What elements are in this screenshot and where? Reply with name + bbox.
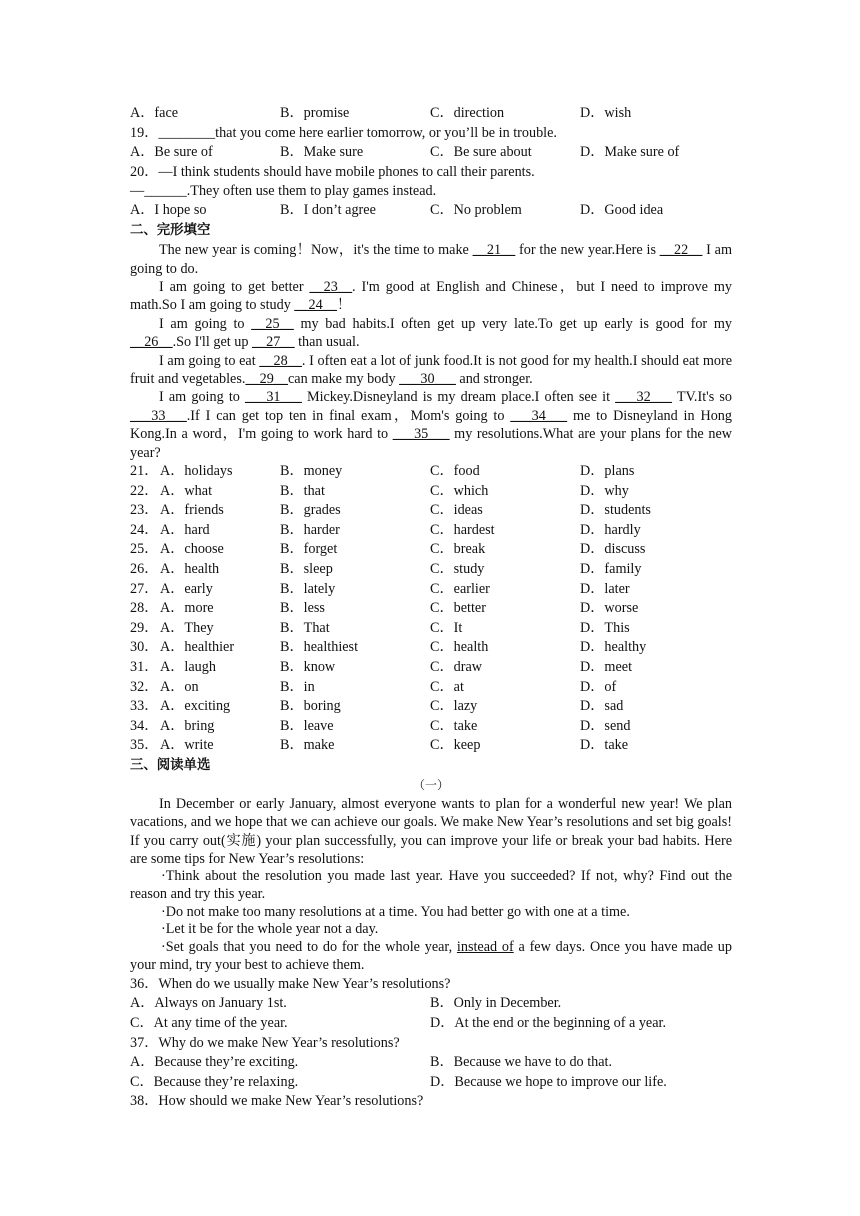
option-b[interactable]: B．Because we have to do that. bbox=[430, 1054, 613, 1071]
option-a[interactable]: A．friends bbox=[160, 502, 224, 519]
q18-options bbox=[130, 104, 732, 124]
option-a[interactable]: A．Because they’re exciting. bbox=[130, 1054, 299, 1071]
option-d[interactable]: D．why bbox=[580, 482, 629, 499]
option-c[interactable]: C．Be sure about bbox=[430, 144, 532, 161]
option-c[interactable]: C．study bbox=[430, 561, 485, 577]
option-d[interactable]: D．Make sure of bbox=[580, 144, 680, 161]
option-d[interactable]: D．Because we hope to improve our life. bbox=[430, 1073, 667, 1090]
cloze-paragraph-5 bbox=[130, 388, 732, 462]
option-a[interactable]: A．on bbox=[160, 678, 199, 695]
option-c[interactable]: C．earlier bbox=[430, 580, 490, 597]
text: my resolutions.What are your plans for the new year? bbox=[130, 426, 732, 461]
q38-stem: 38．How should we make New Year’s resolutions? bbox=[130, 1093, 424, 1110]
text: I am going to bbox=[159, 315, 252, 332]
blank-28: __28__ bbox=[259, 352, 302, 369]
text: my bad habits.I often get up very late.To get up early is good for my bbox=[293, 315, 732, 332]
q36-stem: 36．When do we usually make New Year’s resolutions? bbox=[130, 975, 451, 992]
blank-27: __27__ bbox=[251, 334, 295, 351]
option-b[interactable]: B．know bbox=[280, 658, 336, 675]
cloze-option-row bbox=[130, 658, 732, 678]
option-b[interactable]: B．sleep bbox=[280, 561, 333, 577]
q36-options-row-2 bbox=[130, 1014, 732, 1034]
question-number: 26． bbox=[130, 561, 159, 577]
q37-options-row-1 bbox=[130, 1053, 732, 1073]
option-b[interactable]: B．in bbox=[280, 678, 315, 695]
cloze-paragraph-3 bbox=[130, 315, 732, 352]
blank-30: ___30___ bbox=[399, 371, 456, 387]
option-c[interactable]: C．food bbox=[430, 463, 480, 480]
option-b[interactable]: B．Make sure bbox=[280, 144, 364, 161]
option-a[interactable]: A．write bbox=[160, 737, 214, 754]
option-d[interactable]: D．hardly bbox=[580, 521, 641, 538]
option-c[interactable]: C．health bbox=[430, 639, 489, 656]
cloze-option-row bbox=[130, 540, 732, 560]
question-number: 30． bbox=[130, 639, 159, 656]
passage-tip-2: ·Do not make too many resolutions at a time. You had better go with one at a time. bbox=[161, 903, 630, 920]
option-d[interactable]: D．family bbox=[580, 561, 642, 577]
blank-33: ___33___ bbox=[130, 407, 187, 424]
option-a[interactable]: A．They bbox=[160, 619, 214, 636]
blank-32: ___32___ bbox=[615, 389, 672, 406]
option-b[interactable]: B．less bbox=[280, 600, 325, 617]
option-b[interactable]: B．grades bbox=[280, 502, 341, 519]
blank-26: __26__ bbox=[130, 334, 173, 351]
option-c[interactable]: C．draw bbox=[430, 658, 483, 675]
option-b[interactable]: B．healthiest bbox=[280, 639, 359, 656]
question-number: 31． bbox=[130, 658, 159, 675]
q20-options bbox=[130, 201, 732, 221]
option-b[interactable]: B．That bbox=[280, 619, 330, 636]
option-a[interactable]: A．Always on January 1st. bbox=[130, 995, 287, 1012]
passage-tip-3: ·Let it be for the whole year not a day. bbox=[161, 921, 379, 938]
text: . I'm good at English and Chinese，but I need to improve my math.So I am going to study bbox=[130, 278, 732, 314]
question-number: 22． bbox=[130, 482, 159, 499]
cloze-option-row bbox=[130, 678, 732, 698]
text: I am going to do. bbox=[130, 242, 733, 277]
option-c[interactable]: C．It bbox=[430, 619, 463, 636]
cloze-option-row bbox=[130, 717, 732, 737]
text: I am going to eat bbox=[159, 352, 260, 369]
cloze-option-row bbox=[130, 736, 732, 756]
cloze-paragraph-1 bbox=[130, 241, 732, 278]
option-c[interactable]: C．hardest bbox=[430, 521, 495, 538]
section-3-title: 三、阅读单选 bbox=[130, 757, 211, 773]
option-d[interactable]: D．wish bbox=[580, 105, 632, 121]
option-c[interactable]: C．break bbox=[430, 541, 486, 558]
cloze-option-row bbox=[130, 521, 732, 541]
cloze-option-row bbox=[130, 462, 732, 482]
option-a[interactable]: A．Be sure of bbox=[130, 144, 213, 161]
q19-options bbox=[130, 143, 732, 163]
option-b[interactable]: B．make bbox=[280, 737, 335, 754]
cloze-option-row bbox=[130, 580, 732, 600]
option-c[interactable]: C．ideas bbox=[430, 502, 483, 519]
q19-stem: 19．________that you come here earlier tomorrow, or you’ll be in trouble. bbox=[130, 124, 557, 141]
option-d[interactable]: D．worse bbox=[580, 600, 639, 617]
option-d[interactable]: D．send bbox=[580, 717, 631, 734]
text: I am going to get better bbox=[159, 278, 310, 295]
text: . I often eat a lot of junk food.It is not good for my health.I should eat more fruit and vegetables. bbox=[130, 352, 733, 387]
option-b[interactable]: B．I don’t agree bbox=[280, 201, 376, 218]
cloze-paragraph-4 bbox=[130, 352, 732, 389]
cloze-option-row bbox=[130, 599, 732, 619]
question-number: 33． bbox=[130, 698, 159, 715]
option-c[interactable]: C．Because they’re relaxing. bbox=[130, 1073, 299, 1090]
option-b[interactable]: B．harder bbox=[280, 521, 340, 538]
passage-intro: In December or early January, almost everyone wants to plan for a wonderful new year! We plan vacations, and we hope that we can achieve our goals. We make New Year’s resolutions and set big goals! If you carry out(实施) your plan successfully, you can improve your life or break your bad habits. Here are some tips for New Year’s resolutions: bbox=[130, 796, 732, 867]
cloze-option-row bbox=[130, 560, 732, 580]
option-b[interactable]: B．lately bbox=[280, 580, 336, 597]
blank-23: __23__ bbox=[309, 278, 353, 295]
option-a[interactable]: A．early bbox=[160, 580, 213, 597]
option-d[interactable]: D．At the end or the beginning of a year. bbox=[430, 1014, 666, 1031]
question-number: 28． bbox=[130, 600, 159, 617]
option-d[interactable]: D．healthy bbox=[580, 639, 647, 656]
exam-page bbox=[130, 104, 732, 1112]
option-d[interactable]: D．discuss bbox=[580, 541, 646, 558]
option-d[interactable]: D．This bbox=[580, 619, 630, 636]
cloze-options-list bbox=[130, 462, 732, 756]
option-a[interactable]: A．I hope so bbox=[130, 201, 207, 218]
option-c[interactable]: C．better bbox=[430, 600, 486, 617]
blank-24: __24__ bbox=[294, 297, 337, 314]
question-number: 25． bbox=[130, 541, 159, 558]
reading-passage-1 bbox=[130, 795, 732, 975]
option-a[interactable]: A．bring bbox=[160, 717, 215, 734]
text: Mickey.Disneyland is my dream place.I often see it bbox=[301, 389, 616, 406]
cloze-paragraph-2 bbox=[130, 278, 732, 315]
text: ·Set goals that you need to do for the whole year, bbox=[161, 939, 457, 956]
text: TV.It's so bbox=[671, 389, 732, 406]
cloze-option-row bbox=[130, 482, 732, 502]
option-a[interactable]: A．choose bbox=[160, 541, 224, 558]
option-b[interactable]: B．forget bbox=[280, 541, 338, 558]
option-c[interactable]: C．At any time of the year. bbox=[130, 1014, 288, 1031]
cloze-option-row bbox=[130, 638, 732, 658]
blank-35: ___35___ bbox=[392, 426, 450, 443]
option-c[interactable]: C．take bbox=[430, 717, 478, 734]
text: a few days. Once you have made up your mind, try your best to achieve them. bbox=[130, 939, 732, 973]
question-number: 23． bbox=[130, 502, 159, 519]
option-a[interactable]: A．holidays bbox=[160, 463, 233, 480]
option-b[interactable]: B．leave bbox=[280, 717, 334, 734]
option-c[interactable]: C．direction bbox=[430, 105, 505, 121]
text: I am going to bbox=[159, 389, 246, 406]
option-d[interactable]: D．Good idea bbox=[580, 201, 664, 218]
text: The new year is coming！Now，it's the time to make bbox=[159, 242, 473, 259]
option-c[interactable]: C．at bbox=[430, 678, 464, 695]
q37-stem: 37．Why do we make New Year’s resolutions? bbox=[130, 1034, 400, 1051]
question-number: 35． bbox=[130, 737, 159, 754]
option-d[interactable]: D．later bbox=[580, 580, 630, 597]
blank-22: __22__ bbox=[659, 242, 703, 259]
blank-34: ___34___ bbox=[510, 407, 568, 424]
option-d[interactable]: D．sad bbox=[580, 698, 624, 715]
text: for the new year.Here is bbox=[515, 242, 660, 259]
blank-21: __21__ bbox=[472, 242, 516, 259]
option-b[interactable]: B．Only in December. bbox=[430, 995, 562, 1012]
text: .So I'll get up bbox=[172, 334, 252, 351]
option-a[interactable]: A．more bbox=[160, 600, 214, 617]
option-a[interactable]: A．hard bbox=[160, 521, 210, 538]
text: .If I can get top ten in final exam，Mom's going to bbox=[186, 407, 511, 424]
option-b[interactable]: B．promise bbox=[280, 105, 350, 121]
option-a[interactable]: A．laugh bbox=[160, 658, 216, 675]
cloze-option-row bbox=[130, 619, 732, 639]
underlined-phrase: instead of bbox=[456, 939, 514, 956]
cloze-option-row bbox=[130, 697, 732, 717]
option-b[interactable]: B．money bbox=[280, 463, 343, 480]
section-2-title: 二、完形填空 bbox=[130, 222, 211, 238]
option-a[interactable]: A．healthier bbox=[160, 639, 235, 656]
option-a[interactable]: A．health bbox=[160, 561, 220, 577]
option-d[interactable]: D．plans bbox=[580, 463, 635, 480]
q37-options-row-2 bbox=[130, 1073, 732, 1093]
option-a[interactable]: A．exciting bbox=[160, 698, 231, 715]
passage-tip-4 bbox=[130, 939, 732, 975]
text: me to Disneyland in Hong Kong.In a word，I'm going to work hard to bbox=[130, 407, 732, 443]
option-c[interactable]: C．which bbox=[430, 482, 489, 499]
passage-label: （一） bbox=[412, 777, 449, 792]
text: ！ bbox=[336, 297, 352, 314]
option-b[interactable]: B．that bbox=[280, 482, 325, 499]
option-d[interactable]: D．meet bbox=[580, 658, 633, 675]
option-d[interactable]: D．take bbox=[580, 737, 629, 754]
question-number: 32． bbox=[130, 678, 159, 695]
q36-options-row-1 bbox=[130, 994, 732, 1014]
option-c[interactable]: C．keep bbox=[430, 737, 481, 754]
blank-31: ___31___ bbox=[245, 389, 302, 406]
q20-stem-2: —______.They often use them to play games instead. bbox=[130, 183, 437, 200]
question-number: 29． bbox=[130, 619, 159, 636]
q20-stem-1: 20．—I think students should have mobile phones to call their parents. bbox=[130, 163, 535, 180]
option-a[interactable]: A．what bbox=[160, 482, 213, 499]
option-a[interactable]: A．face bbox=[130, 105, 179, 121]
question-number: 34． bbox=[130, 717, 159, 734]
option-d[interactable]: D．of bbox=[580, 678, 617, 695]
option-c[interactable]: C．No problem bbox=[430, 201, 522, 218]
question-number: 24． bbox=[130, 521, 159, 538]
text: and stronger. bbox=[455, 371, 533, 387]
blank-29: __29__ bbox=[245, 371, 288, 387]
option-c[interactable]: C．lazy bbox=[430, 698, 478, 715]
question-number: 21． bbox=[130, 463, 159, 480]
text: than usual. bbox=[294, 334, 360, 351]
cloze-option-row bbox=[130, 501, 732, 521]
blank-25: __25__ bbox=[251, 315, 294, 332]
text: can make my body bbox=[288, 371, 400, 387]
option-b[interactable]: B．boring bbox=[280, 698, 341, 715]
passage-tip-1: ·Think about the resolution you made last year. Have you succeeded? If not, why? Find out the reason and try this year. bbox=[130, 867, 732, 902]
question-number: 27． bbox=[130, 580, 159, 597]
option-d[interactable]: D．students bbox=[580, 502, 651, 519]
cloze-passage bbox=[130, 241, 732, 462]
